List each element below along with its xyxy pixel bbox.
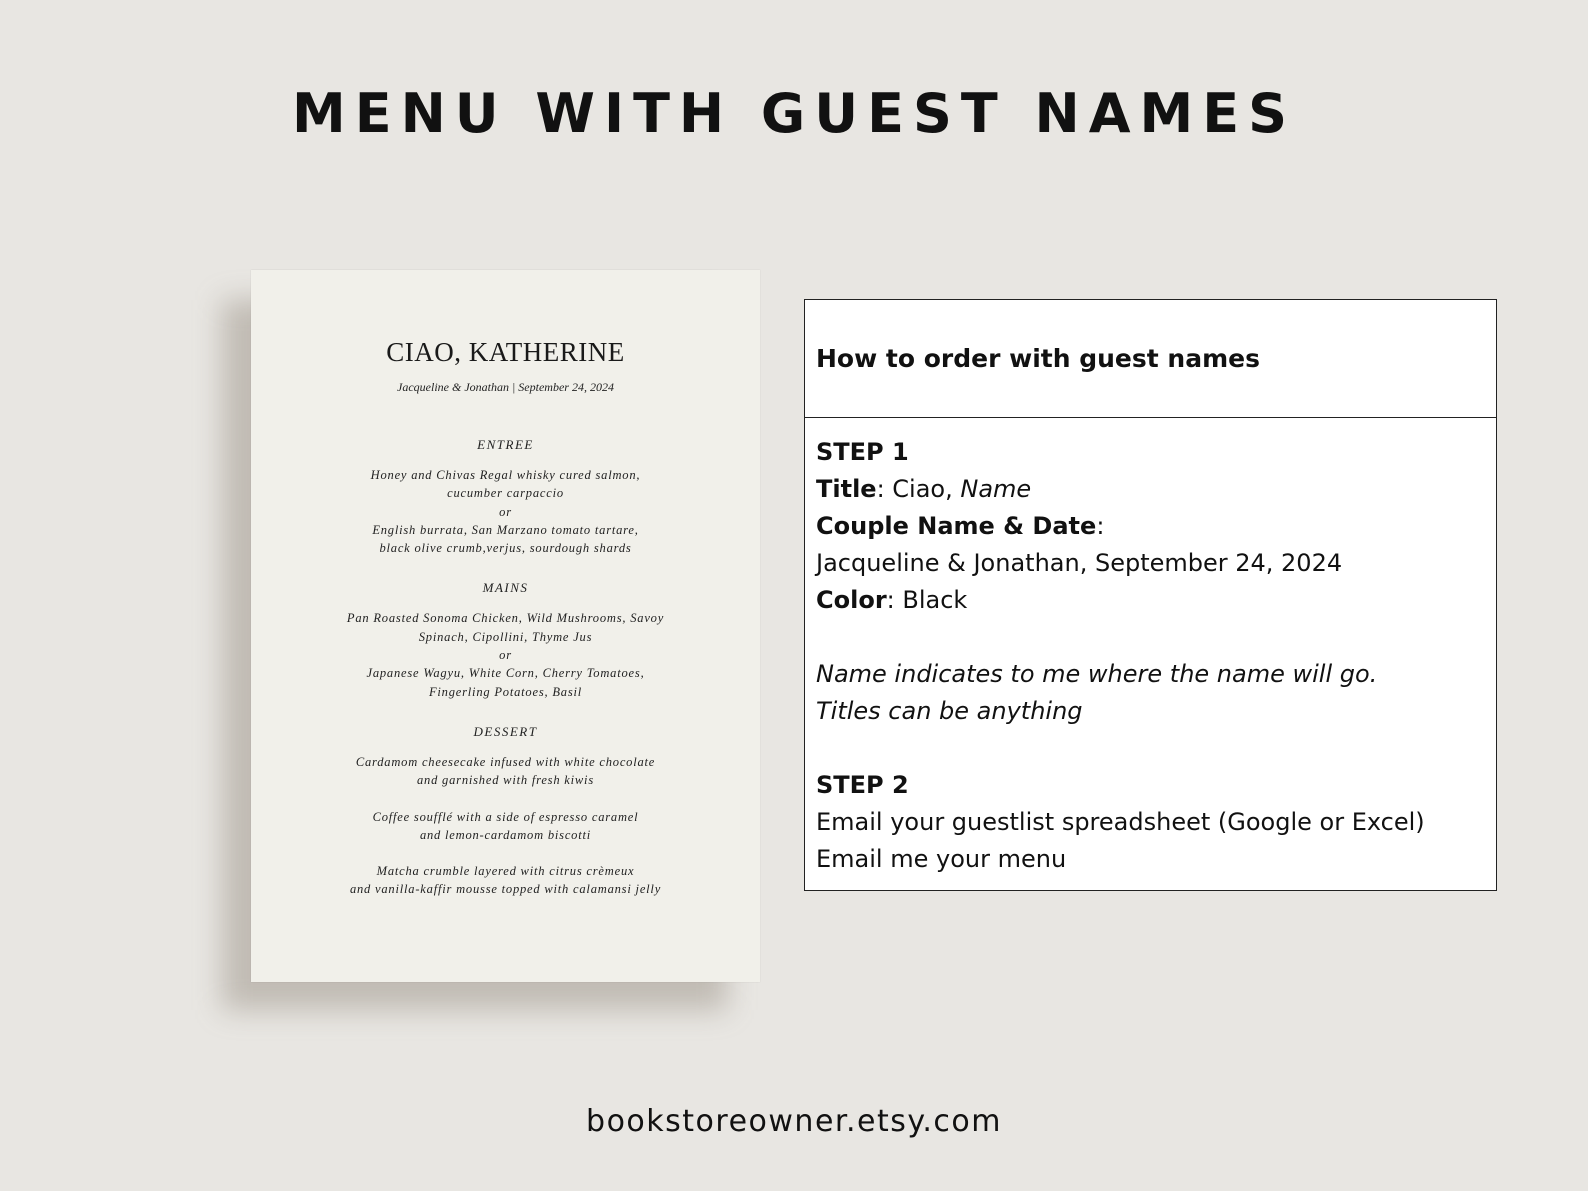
instructions-header bbox=[805, 300, 1496, 418]
title-value: : Ciao, bbox=[876, 475, 961, 503]
order-instructions-table bbox=[804, 299, 1497, 891]
menu-couple-date: Jacqueline & Jonathan | September 24, 2024 bbox=[397, 380, 614, 394]
menu-line: and lemon-cardamom biscotti bbox=[419, 827, 592, 842]
color-line bbox=[816, 582, 1485, 619]
title-label: Title bbox=[816, 475, 877, 503]
couple-colon: : bbox=[1096, 512, 1105, 540]
menu-line: Coffee soufflé with a side of espresso caramel bbox=[372, 809, 639, 824]
shop-url: bookstoreowner.etsy.com bbox=[586, 1104, 1002, 1139]
menu-body bbox=[251, 436, 760, 899]
menu-line: Pan Roasted Sonoma Chicken, Wild Mushrooms, Savoy bbox=[346, 611, 665, 626]
instructions-body bbox=[805, 418, 1496, 878]
course-heading-dessert: DESSERT bbox=[473, 723, 538, 739]
menu-line: Spinach, Cipollini, Thyme Jus bbox=[418, 629, 593, 644]
couple-value: Jacqueline & Jonathan, September 24, 2024 bbox=[816, 549, 1343, 577]
menu-line: or bbox=[499, 504, 512, 519]
couple-label: Couple Name & Date bbox=[816, 512, 1097, 540]
menu-card bbox=[251, 270, 760, 982]
menu-line: Japanese Wagyu, White Corn, Cherry Tomatoes, bbox=[366, 666, 645, 681]
menu-line: and garnished with fresh kiwis bbox=[416, 773, 594, 788]
color-label: Color bbox=[816, 586, 887, 614]
menu-line: or bbox=[499, 648, 512, 663]
title-placeholder: Name bbox=[960, 475, 1032, 503]
note-line: Titles can be anything bbox=[816, 697, 1083, 725]
menu-line: and vanilla-kaffir mousse topped with calamansi jelly bbox=[349, 882, 662, 897]
color-value: : Black bbox=[886, 586, 968, 614]
couple-line bbox=[816, 508, 1485, 545]
step-2-label: STEP 2 bbox=[816, 771, 909, 799]
course-heading-entree: ENTREE bbox=[477, 437, 534, 452]
step-1-label: STEP 1 bbox=[816, 438, 909, 466]
menu-line: Honey and Chivas Regal whisky cured salmon, bbox=[370, 468, 641, 482]
title-line bbox=[816, 471, 1485, 508]
instructions-heading: How to order with guest names bbox=[816, 344, 1260, 373]
menu-line: black olive crumb,verjus, sourdough shards bbox=[379, 541, 632, 556]
menu-line: Fingerling Potatoes, Basil bbox=[428, 684, 583, 699]
course-heading-mains: MAINS bbox=[482, 580, 529, 596]
note-line: Name indicates to me where the name will go. bbox=[816, 660, 1378, 688]
step-2-line: Email your guestlist spreadsheet (Google or Excel) bbox=[816, 808, 1425, 836]
menu-greeting: CIAO, KATHERINE bbox=[386, 337, 625, 367]
menu-line: cucumber carpaccio bbox=[447, 486, 564, 501]
step-2-line: Email me your menu bbox=[816, 845, 1067, 873]
menu-line: Matcha crumble layered with citrus crèmeux bbox=[376, 864, 635, 879]
menu-line: Cardamom cheesecake infused with white chocolate bbox=[355, 754, 656, 769]
page-title: MENU WITH GUEST NAMES bbox=[291, 82, 1297, 145]
menu-line: English burrata, San Marzano tomato tartare, bbox=[372, 522, 639, 537]
